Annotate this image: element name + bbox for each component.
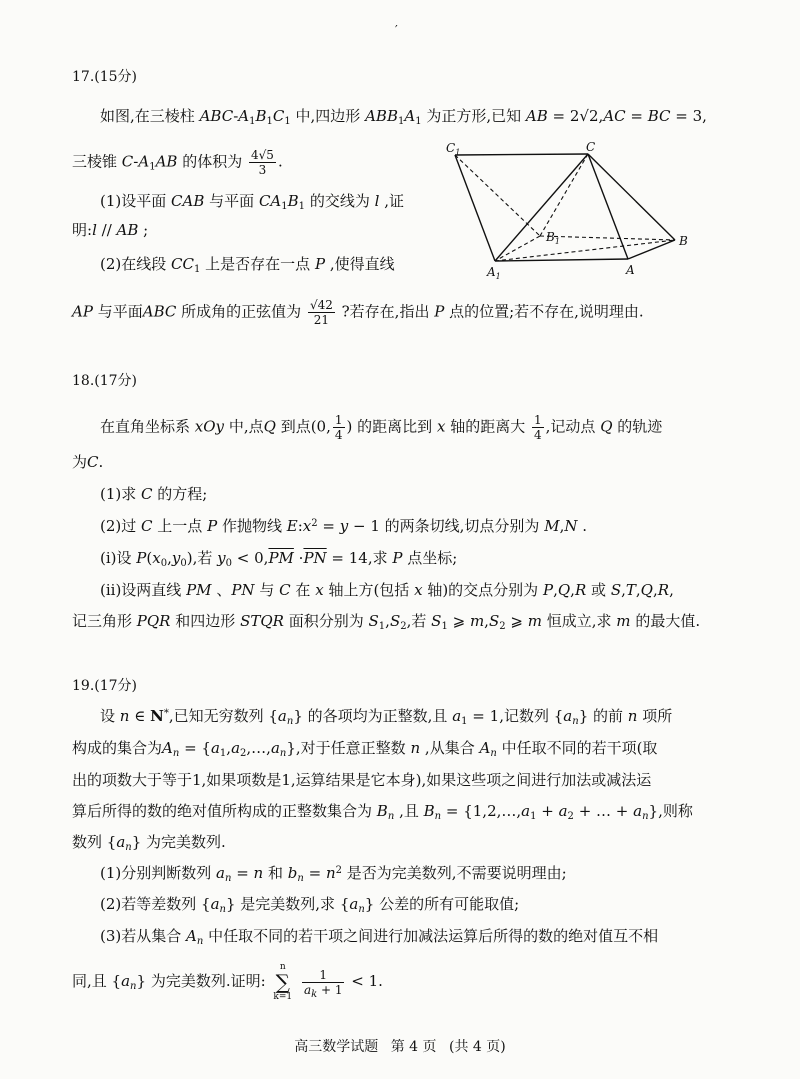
sine-fraction: $\frac{√42}{21}$ [309, 298, 333, 327]
summand-fraction: $\frac{1}{a_k + 1}$ [303, 967, 343, 1000]
q17-line-2: 三棱锥 $C-A_1AB$ 的体积为 $\frac{4√5}{3}$ . [72, 148, 283, 177]
q19-line-3: 出的项数大于等于1,如果项数是1,运算结果是它本身),如果这些项之间进行加法或减法运 [72, 771, 652, 789]
footer-total: (共 4 页) [448, 1039, 506, 1055]
q17-sub-1-line-2: 明:l // AB ; [72, 221, 149, 239]
q18-sub-2-ii-line-2: 记三角形 PQR 和四边形 STQR 面积分别为 $S_1,S_2$,若 $S_1$ ⩾ $m,S_2$ ⩾ m 恒成立,求 m 的最大值. [72, 612, 701, 632]
footer-page: 第 4 页 [390, 1039, 437, 1055]
q19-heading: 19.(17分) [72, 678, 138, 694]
q17-sub-2-line-2: AP 与平面ABC 所成角的正弦值为 $\frac{√42}{21}$ ?若存在,指出 P 点的位置;若不存在,说明理由. [72, 298, 644, 327]
edge-c-b1 [540, 154, 588, 236]
q18-line-1: 在直角坐标系 xOy 中,点Q 到点(0, $\frac{1}{4}$ ) 的距离比到 x 轴的距离大 $\frac{1}{4}$ ,记动点 Q 的轨迹 [100, 413, 663, 442]
prism-figure [440, 140, 700, 285]
q18-sub-2: (2)过 C 上一点 P 作抛物线 $E:x^2 = y - 1$ 的两条切线,切点分别为 M,N . [100, 517, 588, 535]
label-b: B [679, 234, 688, 248]
edge-c1-c [455, 154, 588, 155]
label-a1: $A_1$ [487, 265, 501, 281]
edge-c-a [588, 154, 628, 259]
label-c1: $C_1$ [446, 141, 461, 157]
summation: n ∑ k=1 [273, 962, 293, 1002]
q19-line-4: 算后所得的数的绝对值所构成的正整数集合为 $B_n$ ,且 $B_n$ = {$1,2,\dots,a_1 + a_2$ + … + $a_n$},则称 [72, 802, 693, 822]
q19-sub-3-line-1: (3)若从集合 $A_n$ 中任取不同的若干项之间进行加减法运算后所得的数的绝对值互不相 [100, 927, 659, 947]
point-fraction: $\frac{1}{4}$ [334, 413, 343, 442]
q19-line-1: 设 n ∈ N*,已知无穷数列 $\{a_n\}$ 的各项均为正整数,且 $a_1 = 1$,记数列 $\{a_n\}$ 的前 n 项所 [100, 707, 673, 727]
q17-heading: 17.(15分) [72, 69, 138, 85]
label-c: C [586, 140, 596, 154]
q18-line-2: 为C. [72, 453, 104, 471]
page-footer [0, 1036, 800, 1056]
q18-sub-2-i: (i)设 $P(x_0,y_0)$,若 $y_0 < 0,\overline{PM} \cdot\overline{PN} = 14$,求 P 点坐标; [100, 549, 458, 569]
q19-sub-1: (1)分别判断数列 $a_n = n$ 和 $b_n = n^2$ 是否为完美数列,不需要说明理由; [100, 864, 567, 884]
stray-mark: ′ [395, 23, 398, 37]
q18-heading: 18.(17分) [72, 373, 138, 389]
edge-c-a1 [495, 154, 588, 261]
edge-c1-b1 [455, 155, 540, 236]
q18-sub-1: (1)求 C 的方程; [100, 485, 208, 503]
q19-sub-2: (2)若等差数列 $\{a_n\}$ 是完美数列,求 $\{a_n\}$ 公差的所有可能取值; [100, 895, 520, 915]
q19-line-2: 构成的集合为$A_n$ = $\{a_1,a_2,\dots,a_n\}$,对于任意正整数 n ,从集合 $A_n$ 中任取不同的若干项(取 [72, 739, 658, 759]
volume-fraction: $\frac{4√5}{3}$ [251, 148, 274, 177]
edge-c1-a1 [455, 155, 495, 261]
q17-line-1: 如图,在三棱柱 ABC-$A_1B_1C_1$ 中,四边形 $ABB_1A_1$ 为正方形,已知 AB = 2√2,AC = BC = 3, [100, 107, 707, 127]
q17-sub-2-line-1: (2)在线段 $CC_1$ 上是否存在一点 P ,使得直线 [100, 255, 395, 275]
q17-sub-1-line-1: (1)设平面 CAB 与平面 $CA_1B_1$ 的交线为 l ,证 [100, 192, 404, 212]
distance-fraction: $\frac{1}{4}$ [533, 413, 542, 442]
q18-sub-2-ii-line-1: (ii)设两直线 PM 、PN 与 C 在 x 轴上方(包括 x 轴)的交点分别为 P,Q,R 或 S,T,Q,R, [100, 581, 674, 599]
q19-line-5: 数列 $\{a_n\}$ 为完美数列. [72, 833, 226, 853]
q19-sub-3-line-2: 同,且 $\{a_n\}$ 为完美数列.证明: n ∑ k=1 $\frac{1}{a_k + 1}$ < 1. [72, 962, 383, 1002]
prism-solid-edges [455, 154, 675, 261]
edge-b1-b [540, 236, 675, 240]
edge-c-b [588, 154, 675, 240]
label-a: A [626, 263, 635, 277]
edge-a1-a [495, 259, 628, 261]
edge-b1-a1 [495, 236, 540, 261]
footer-title: 高三数学试题 [294, 1039, 379, 1055]
label-b1: $B_1$ [546, 230, 560, 246]
